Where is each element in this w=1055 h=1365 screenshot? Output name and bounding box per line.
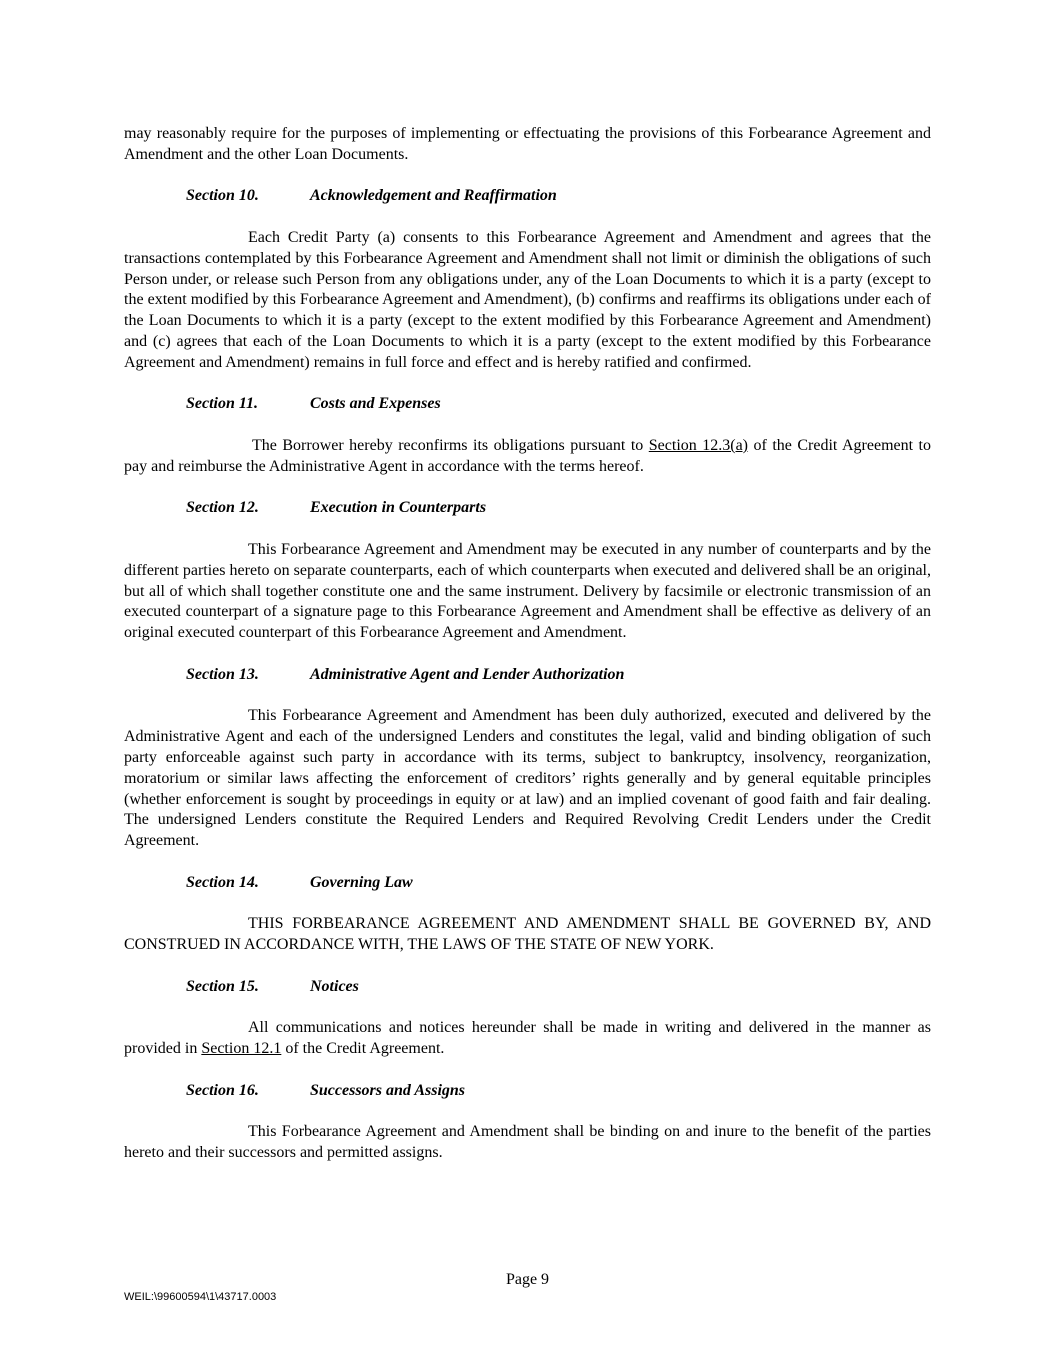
page-number: Page 9 [505, 1271, 550, 1288]
section-body-text: of the Credit Agreement to pay and reimburse the Administrative Agent in accordance with the terms hereof. [124, 436, 932, 475]
document-body [124, 124, 931, 1185]
section-number: Section 11. [186, 395, 259, 413]
section-title: Governing Law [310, 873, 413, 891]
section-heading [186, 498, 931, 519]
section-number: Section 13. [186, 665, 259, 683]
section-title: Acknowledgement and Reaffirmation [310, 187, 557, 205]
section-heading [186, 394, 931, 415]
section-title: Notices [310, 977, 359, 995]
section-reference-link: Section 12.1 [201, 1040, 282, 1058]
section-body: This Forbearance Agreement and Amendment has been duly authorized, executed and delivered by the Administrative Agent and each of the undersigned Lenders and constitutes the legal, valid and binding obligation of such party enforceable against such party in accordance with its terms, subject to bankruptcy, insolvency, reorganization, moratorium or similar laws affecting the enforcement of creditors’ rights generally and by general equitable principles (whether enforcement is sought by proceedings in equity or at law) and an implied covenant of good faith and fair dealing. The undersigned Lenders constitute the Required Lenders and Required Revolving Credit Lenders under the Credit Agreement. [124, 707, 931, 850]
section-reference-link: Section 12.3(a) [648, 436, 749, 454]
section-body: This Forbearance Agreement and Amendment shall be binding on and inure to the benefit of the parties hereto and their successors and permitted assigns. [124, 1123, 931, 1162]
section-body-text: The Borrower hereby reconfirms its obligations pursuant to [252, 436, 649, 454]
section-number: Section 15. [186, 977, 259, 995]
section-heading [186, 665, 931, 686]
section-body: Each Credit Party (a) consents to this Forbearance Agreement and Amendment and agrees that the transactions contemplated by this Forbearance Agreement and Amendment shall not limit or diminish the obligations of such Person under, or release such Person from any obligations under, any of the Loan Documents to which it is a party (except to the extent modified by this Forbearance Agreement and Amendment), (b) confirms and reaffirms its obligations under each of the Loan Documents to which it is a party (except to the extent modified by this Forbearance Agreement and Amendment) and (c) agrees that each of the Loan Documents to which it is a party (except to the extent modified by this Forbearance Agreement and Amendment) remains in full force and effect and is hereby ratified and confirmed. [124, 228, 931, 371]
section-title: Execution in Counterparts [310, 499, 487, 517]
section-title: Costs and Expenses [310, 395, 441, 413]
section-number: Section 10. [186, 187, 259, 205]
section-body [124, 1018, 931, 1060]
section-body: THIS FORBEARANCE AGREEMENT AND AMENDMENT SHALL BE GOVERNED BY, AND CONSTRUED IN ACCORDANCE WITH, THE LAWS OF THE STATE OF NEW YORK. [124, 915, 931, 954]
section-heading [186, 186, 931, 207]
lead-paragraph: may reasonably require for the purposes of implementing or effectuating the provisions of this Forbearance Agreement and Amendment and the other Loan Documents. [124, 125, 931, 163]
section-body-text: of the Credit Agreement. [281, 1040, 445, 1058]
section-number: Section 12. [186, 499, 259, 517]
section-title: Successors and Assigns [310, 1081, 466, 1099]
section-number: Section 14. [186, 873, 259, 891]
section-heading [186, 873, 931, 894]
section-number: Section 16. [186, 1081, 259, 1099]
section-heading [186, 977, 931, 998]
section-body-text: All communications and notices hereunder shall be made in writing and delivered in the manner as provided in [124, 1019, 931, 1058]
section-title: Administrative Agent and Lender Authorization [310, 665, 625, 683]
section-heading [186, 1081, 931, 1102]
section-body: This Forbearance Agreement and Amendment may be executed in any number of counterparts and by the different parties hereto on separate counterparts, each of which counterparts when executed and delivered shall be an original, but all of which shall together constitute one and the same instrument. Delivery by facsimile or electronic transmission of an executed counterpart of a signature page to this Forbearance Agreement and Amendment shall be effective as delivery of an original executed counterpart of this Forbearance Agreement and Amendment. [124, 540, 931, 642]
document-id: WEIL:\99600594\1\43717.0003 [124, 1291, 277, 1303]
section-body [124, 436, 931, 478]
